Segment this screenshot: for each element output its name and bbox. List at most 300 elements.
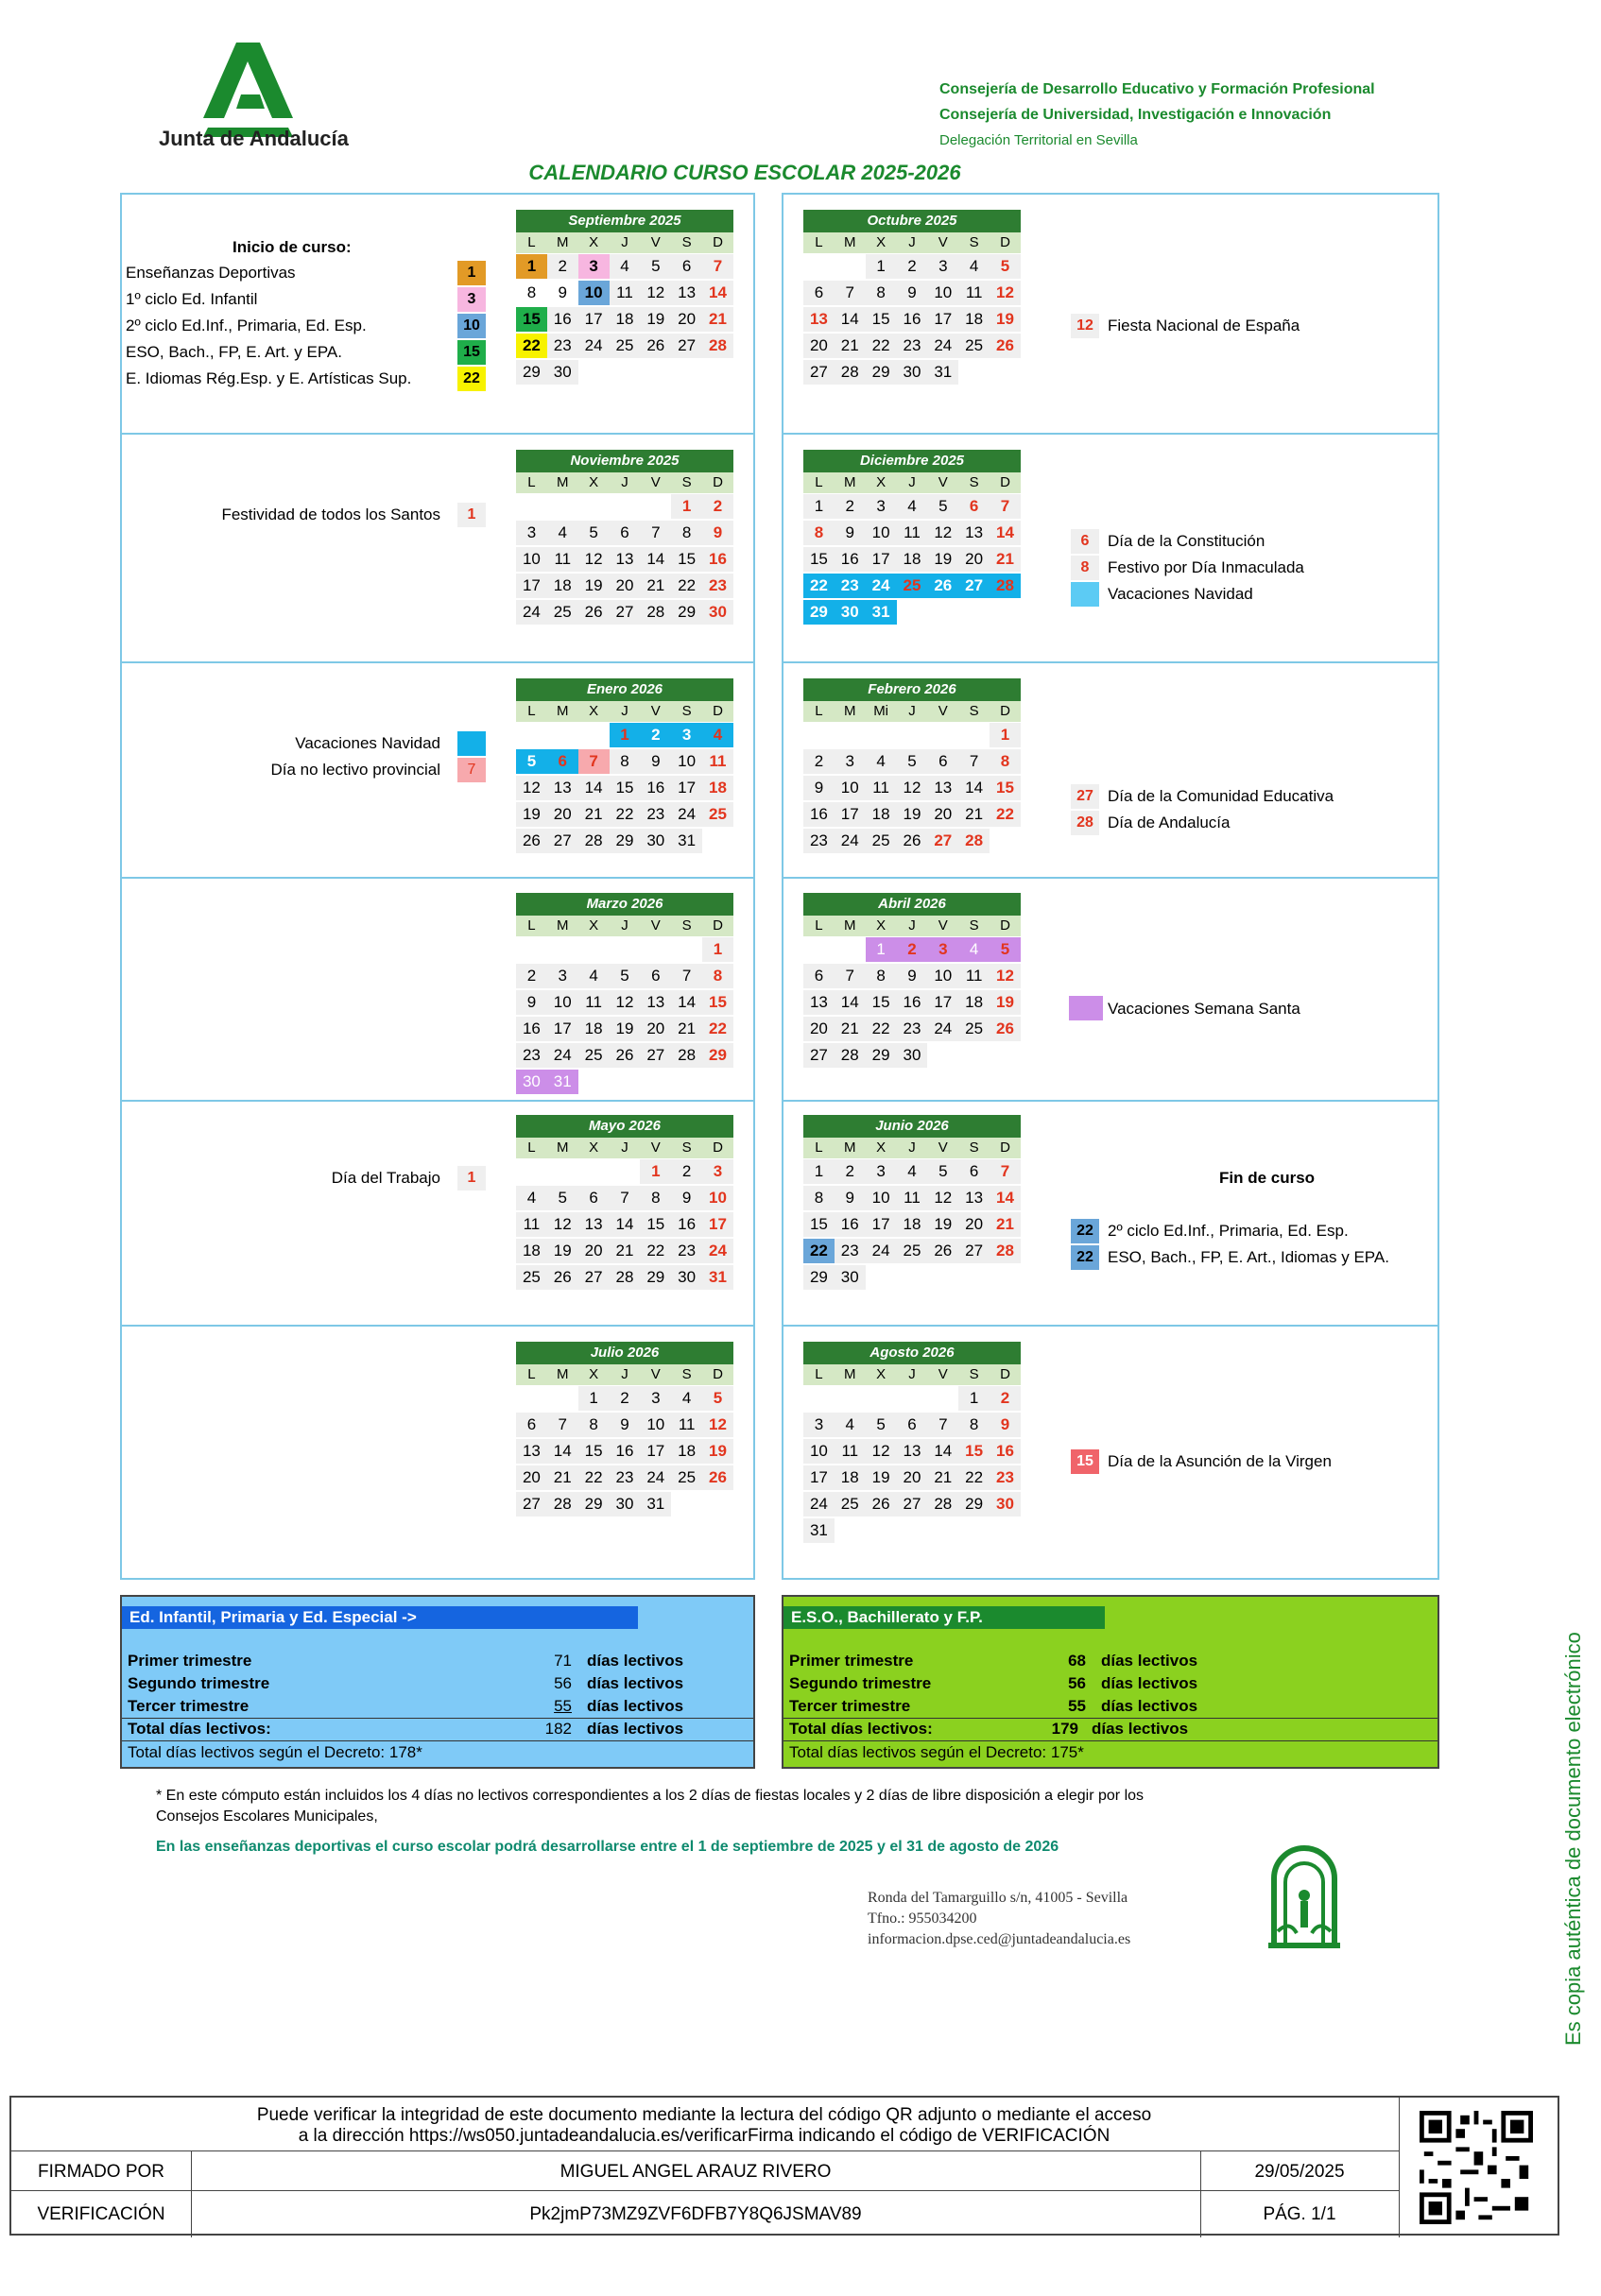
day-cell: 29 bbox=[702, 1043, 733, 1068]
weekday-label: M bbox=[557, 1366, 569, 1382]
day-cell: 20 bbox=[516, 1465, 547, 1490]
day-cell bbox=[516, 1386, 547, 1411]
week-row bbox=[516, 1465, 733, 1491]
day-cell: 30 bbox=[897, 360, 928, 385]
day-cell: 17 bbox=[835, 802, 866, 827]
day-cell: 27 bbox=[958, 574, 990, 598]
day-cell: 17 bbox=[578, 307, 610, 332]
weekday-label: J bbox=[621, 1366, 628, 1382]
week-row bbox=[803, 1491, 1021, 1517]
summary-row-label: Segundo trimestre bbox=[789, 1674, 932, 1692]
day-cell bbox=[803, 937, 835, 962]
month-calendar bbox=[803, 210, 1021, 386]
day-cell: 7 bbox=[547, 1413, 578, 1437]
week-row bbox=[803, 936, 1021, 963]
easter-swatch bbox=[1069, 996, 1103, 1020]
day-cell: 16 bbox=[803, 802, 835, 827]
day-cell: 13 bbox=[803, 990, 835, 1015]
weekday-label: L bbox=[815, 917, 823, 934]
weekday-header bbox=[516, 1138, 733, 1158]
org-name: Junta de Andalucía bbox=[159, 127, 349, 150]
day-cell: 24 bbox=[835, 829, 866, 853]
week-row bbox=[803, 253, 1021, 280]
day-cell: 28 bbox=[547, 1492, 578, 1516]
day-cell: 8 bbox=[578, 1413, 610, 1437]
day-cell bbox=[990, 1518, 1021, 1543]
day-cell: 4 bbox=[516, 1186, 547, 1210]
day-cell: 8 bbox=[610, 749, 641, 774]
day-cell: 31 bbox=[803, 1518, 835, 1543]
day-cell: 4 bbox=[897, 1159, 928, 1184]
day-cell: 18 bbox=[958, 307, 990, 332]
weekday-label: D bbox=[713, 474, 723, 490]
week-row bbox=[803, 828, 1021, 854]
day-cell: 9 bbox=[897, 281, 928, 305]
day-cell: 29 bbox=[610, 829, 641, 853]
week-row bbox=[516, 963, 733, 989]
weekday-label: D bbox=[1000, 1366, 1010, 1382]
day-cell: 5 bbox=[990, 937, 1021, 962]
month-calendar bbox=[516, 678, 733, 854]
weekday-label: D bbox=[713, 917, 723, 934]
holiday-swatch: 15 bbox=[1071, 1449, 1099, 1474]
weekday-label: V bbox=[938, 234, 948, 250]
week-row bbox=[516, 1211, 733, 1238]
summary-row-label: Primer trimestre bbox=[128, 1652, 252, 1670]
day-cell: 9 bbox=[897, 964, 928, 988]
day-cell: 2 bbox=[803, 749, 835, 774]
day-cell: 17 bbox=[671, 776, 702, 800]
day-cell: 10 bbox=[640, 1413, 671, 1437]
day-cell: 24 bbox=[702, 1239, 733, 1263]
day-cell: 21 bbox=[610, 1239, 641, 1263]
day-cell: 11 bbox=[897, 1186, 928, 1210]
day-cell bbox=[516, 937, 547, 962]
day-cell: 22 bbox=[702, 1017, 733, 1041]
day-cell: 24 bbox=[640, 1465, 671, 1490]
day-cell: 1 bbox=[803, 1159, 835, 1184]
day-cell: 12 bbox=[897, 776, 928, 800]
day-cell: 19 bbox=[927, 547, 958, 572]
day-cell: 29 bbox=[671, 600, 702, 625]
day-cell bbox=[897, 1265, 928, 1290]
day-cell: 25 bbox=[958, 1017, 990, 1041]
day-cell: 5 bbox=[927, 494, 958, 519]
holiday-label: Fiesta Nacional de España bbox=[1108, 317, 1300, 334]
day-cell: 13 bbox=[671, 281, 702, 305]
day-cell: 21 bbox=[990, 547, 1021, 572]
day-cell bbox=[547, 723, 578, 747]
day-cell: 10 bbox=[671, 749, 702, 774]
sign-date: 29/05/2025 bbox=[1254, 2162, 1345, 2182]
day-cell: 4 bbox=[702, 723, 733, 747]
day-cell: 14 bbox=[702, 281, 733, 305]
weekday-header bbox=[803, 1138, 1021, 1158]
month-calendar bbox=[803, 893, 1021, 1069]
week-row bbox=[803, 1438, 1021, 1465]
week-row bbox=[516, 1185, 733, 1211]
weekday-label: L bbox=[527, 1366, 536, 1382]
day-cell: 30 bbox=[835, 1265, 866, 1290]
day-cell: 7 bbox=[671, 964, 702, 988]
day-cell: 5 bbox=[866, 1413, 897, 1437]
summary-left-header: Ed. Infantil, Primaria y Ed. Especial -> bbox=[122, 1606, 638, 1629]
day-cell: 14 bbox=[835, 307, 866, 332]
holiday-label: Vacaciones Navidad bbox=[1108, 585, 1253, 603]
weekday-label: S bbox=[969, 234, 979, 250]
week-row bbox=[516, 1264, 733, 1291]
day-cell: 21 bbox=[835, 1017, 866, 1041]
day-cell: 14 bbox=[990, 1186, 1021, 1210]
summary-total-value: 179 bbox=[1051, 1720, 1078, 1738]
day-cell: 10 bbox=[516, 547, 547, 572]
verify-text: a la dirección https://ws050.juntadeandalucia.es/verificarFirma indicando el código de VERIFICACIÓN bbox=[298, 2126, 1110, 2146]
day-cell: 12 bbox=[547, 1212, 578, 1237]
day-cell: 16 bbox=[897, 990, 928, 1015]
day-cell bbox=[927, 1265, 958, 1290]
end-label: ESO, Bach., FP, E. Art., Idiomas y EPA. bbox=[1108, 1248, 1389, 1266]
day-cell: 9 bbox=[610, 1413, 641, 1437]
weekday-header bbox=[516, 472, 733, 493]
day-cell: 26 bbox=[640, 334, 671, 358]
day-cell bbox=[835, 1386, 866, 1411]
start-item-label: E. Idiomas Rég.Esp. y E. Artísticas Sup. bbox=[126, 369, 412, 387]
weekday-header bbox=[516, 916, 733, 936]
day-cell bbox=[958, 723, 990, 747]
day-cell: 24 bbox=[516, 600, 547, 625]
day-cell: 9 bbox=[702, 521, 733, 545]
weekday-label: X bbox=[589, 1366, 599, 1382]
day-cell bbox=[578, 360, 610, 385]
day-cell: 14 bbox=[835, 990, 866, 1015]
weekday-label: S bbox=[681, 234, 692, 250]
summary-total-unit: días lectivos bbox=[1092, 1720, 1189, 1738]
weekday-label: D bbox=[1000, 917, 1010, 934]
day-cell: 12 bbox=[866, 1439, 897, 1464]
day-cell bbox=[897, 723, 928, 747]
day-cell: 19 bbox=[990, 307, 1021, 332]
week-row bbox=[803, 1185, 1021, 1211]
day-cell bbox=[640, 360, 671, 385]
weekday-label: M bbox=[844, 1366, 856, 1382]
month-calendar bbox=[803, 1115, 1021, 1291]
weekday-label: D bbox=[713, 703, 723, 719]
summary-right-header: E.S.O., Bachillerato y F.P. bbox=[783, 1606, 1105, 1629]
day-cell: 25 bbox=[610, 334, 641, 358]
day-cell bbox=[671, 937, 702, 962]
day-cell bbox=[866, 723, 897, 747]
summary-row-label: Segundo trimestre bbox=[128, 1674, 270, 1692]
day-cell bbox=[866, 1386, 897, 1411]
day-cell: 26 bbox=[897, 829, 928, 853]
day-cell: 5 bbox=[516, 749, 547, 774]
week-row bbox=[803, 748, 1021, 775]
day-cell: 13 bbox=[927, 776, 958, 800]
summary-row-unit: días lectivos bbox=[1101, 1674, 1198, 1692]
summary-row-label: Primer trimestre bbox=[789, 1652, 914, 1670]
weekday-label: V bbox=[938, 1139, 948, 1156]
holiday-label: Día de Andalucía bbox=[1108, 814, 1231, 831]
day-cell: 17 bbox=[640, 1439, 671, 1464]
day-cell: 31 bbox=[927, 360, 958, 385]
day-cell: 19 bbox=[610, 1017, 641, 1041]
day-cell: 7 bbox=[990, 494, 1021, 519]
day-cell: 2 bbox=[897, 254, 928, 279]
day-cell: 30 bbox=[702, 600, 733, 625]
day-cell: 13 bbox=[958, 521, 990, 545]
weekday-label: J bbox=[621, 474, 628, 490]
month-calendar bbox=[803, 678, 1021, 854]
day-cell: 6 bbox=[610, 521, 641, 545]
weekday-header bbox=[516, 1364, 733, 1385]
day-cell: 11 bbox=[516, 1212, 547, 1237]
day-cell: 6 bbox=[927, 749, 958, 774]
weekday-label: D bbox=[713, 1139, 723, 1156]
start-item-label: 2º ciclo Ed.Inf., Primaria, Ed. Esp. bbox=[126, 317, 367, 334]
day-cell: 6 bbox=[958, 494, 990, 519]
day-cell: 7 bbox=[835, 281, 866, 305]
day-cell: 3 bbox=[516, 521, 547, 545]
day-cell: 13 bbox=[610, 547, 641, 572]
day-cell: 14 bbox=[958, 776, 990, 800]
day-cell: 14 bbox=[610, 1212, 641, 1237]
start-swatch: 1 bbox=[457, 261, 486, 285]
weekday-label: J bbox=[908, 917, 916, 934]
day-cell: 22 bbox=[578, 1465, 610, 1490]
provincial-swatch: 7 bbox=[457, 758, 486, 782]
weekday-label: M bbox=[557, 474, 569, 490]
day-cell: 27 bbox=[610, 600, 641, 625]
day-cell: 2 bbox=[516, 964, 547, 988]
start-item-label: Enseñanzas Deportivas bbox=[126, 264, 296, 282]
weekday-label: L bbox=[527, 474, 536, 490]
day-cell: 15 bbox=[640, 1212, 671, 1237]
holiday-swatch: 1 bbox=[457, 1166, 486, 1191]
summary-row-value: 55 bbox=[1068, 1697, 1086, 1715]
day-cell bbox=[927, 600, 958, 625]
verify-text: Puede verificar la integridad de este documento mediante la lectura del código QR adjunto o mediante el acceso bbox=[256, 2105, 1152, 2125]
weekday-header bbox=[803, 1364, 1021, 1385]
day-cell: 10 bbox=[578, 281, 610, 305]
weekday-label: D bbox=[1000, 703, 1010, 719]
day-cell: 15 bbox=[990, 776, 1021, 800]
day-cell: 1 bbox=[671, 494, 702, 519]
weekday-label: D bbox=[713, 234, 723, 250]
day-cell: 24 bbox=[927, 334, 958, 358]
day-cell: 23 bbox=[702, 574, 733, 598]
day-cell: 3 bbox=[835, 749, 866, 774]
day-cell: 19 bbox=[866, 1465, 897, 1490]
day-cell: 5 bbox=[990, 254, 1021, 279]
day-cell: 22 bbox=[671, 574, 702, 598]
day-cell: 22 bbox=[803, 574, 835, 598]
day-cell: 1 bbox=[640, 1159, 671, 1184]
week-row bbox=[803, 989, 1021, 1016]
delegation: Delegación Territorial en Sevilla bbox=[939, 132, 1138, 148]
day-cell: 17 bbox=[803, 1465, 835, 1490]
week-row bbox=[516, 1491, 733, 1517]
day-cell bbox=[990, 600, 1021, 625]
holiday-swatch: 6 bbox=[1071, 529, 1099, 554]
address-line: Tfno.: 955034200 bbox=[868, 1910, 977, 1927]
day-cell: 12 bbox=[640, 281, 671, 305]
summary-total-label: Total días lectivos: bbox=[789, 1720, 933, 1738]
day-cell: 29 bbox=[803, 600, 835, 625]
weekday-label: J bbox=[908, 1139, 916, 1156]
day-cell: 20 bbox=[578, 1239, 610, 1263]
day-cell: 15 bbox=[671, 547, 702, 572]
day-cell bbox=[578, 937, 610, 962]
day-cell: 17 bbox=[866, 547, 897, 572]
weekday-label: X bbox=[589, 703, 599, 719]
day-cell: 7 bbox=[927, 1413, 958, 1437]
weekday-label: S bbox=[969, 703, 979, 719]
day-cell: 25 bbox=[516, 1265, 547, 1290]
day-cell bbox=[640, 1070, 671, 1094]
day-cell: 28 bbox=[610, 1265, 641, 1290]
day-cell: 26 bbox=[516, 829, 547, 853]
start-title: Inicio de curso: bbox=[232, 238, 352, 256]
day-cell bbox=[897, 1386, 928, 1411]
day-cell: 21 bbox=[547, 1465, 578, 1490]
day-cell: 3 bbox=[927, 254, 958, 279]
week-row bbox=[803, 801, 1021, 828]
day-cell bbox=[610, 494, 641, 519]
day-cell: 6 bbox=[803, 964, 835, 988]
green-note: En las enseñanzas deportivas el curso escolar podrá desarrollarse entre el 1 de septiembre de 2025 y el 31 de agosto de 2026 bbox=[156, 1839, 1059, 1855]
day-cell: 10 bbox=[866, 521, 897, 545]
day-cell: 6 bbox=[516, 1413, 547, 1437]
weekday-label: V bbox=[938, 1366, 948, 1382]
day-cell: 16 bbox=[516, 1017, 547, 1041]
weekday-label: X bbox=[876, 234, 887, 250]
week-row bbox=[516, 333, 733, 359]
day-cell: 2 bbox=[671, 1159, 702, 1184]
day-cell: 4 bbox=[547, 521, 578, 545]
day-cell: 30 bbox=[990, 1492, 1021, 1516]
weekday-label: M bbox=[844, 234, 856, 250]
day-cell: 27 bbox=[547, 829, 578, 853]
day-cell: 29 bbox=[803, 1265, 835, 1290]
weekday-label: M bbox=[557, 1139, 569, 1156]
day-cell: 28 bbox=[702, 334, 733, 358]
week-row bbox=[516, 1158, 733, 1185]
weekday-label: L bbox=[527, 1139, 536, 1156]
day-cell: 21 bbox=[958, 802, 990, 827]
weekday-label: S bbox=[681, 1139, 692, 1156]
day-cell: 30 bbox=[640, 829, 671, 853]
day-cell: 13 bbox=[547, 776, 578, 800]
qr-code-icon[interactable] bbox=[1420, 2111, 1533, 2224]
day-cell: 1 bbox=[958, 1386, 990, 1411]
day-cell: 15 bbox=[803, 547, 835, 572]
day-cell: 1 bbox=[702, 937, 733, 962]
day-cell: 28 bbox=[578, 829, 610, 853]
weekday-label: X bbox=[876, 1366, 887, 1382]
month-title: Noviembre 2025 bbox=[516, 450, 733, 472]
day-cell: 24 bbox=[547, 1043, 578, 1068]
week-row bbox=[516, 253, 733, 280]
day-cell: 22 bbox=[866, 1017, 897, 1041]
summary-row-value: 71 bbox=[554, 1652, 572, 1670]
day-cell bbox=[516, 494, 547, 519]
weekday-label: X bbox=[589, 1139, 599, 1156]
day-cell: 20 bbox=[547, 802, 578, 827]
day-cell: 8 bbox=[803, 1186, 835, 1210]
week-row bbox=[803, 1211, 1021, 1238]
day-cell: 20 bbox=[897, 1465, 928, 1490]
day-cell: 25 bbox=[547, 600, 578, 625]
day-cell: 26 bbox=[927, 1239, 958, 1263]
weekday-label: V bbox=[938, 917, 948, 934]
day-cell bbox=[578, 494, 610, 519]
weekday-label: M bbox=[844, 474, 856, 490]
weekday-label: D bbox=[1000, 474, 1010, 490]
month-calendar bbox=[516, 450, 733, 625]
day-cell: 3 bbox=[927, 937, 958, 962]
week-row bbox=[803, 546, 1021, 573]
day-cell bbox=[958, 1518, 990, 1543]
week-row bbox=[803, 1412, 1021, 1438]
day-cell: 16 bbox=[835, 547, 866, 572]
day-cell: 10 bbox=[927, 281, 958, 305]
day-cell: 18 bbox=[897, 547, 928, 572]
week-row bbox=[516, 1042, 733, 1069]
day-cell: 5 bbox=[702, 1386, 733, 1411]
weekday-header bbox=[803, 472, 1021, 493]
day-cell: 6 bbox=[640, 964, 671, 988]
day-cell: 2 bbox=[610, 1386, 641, 1411]
day-cell: 5 bbox=[578, 521, 610, 545]
day-cell: 28 bbox=[990, 1239, 1021, 1263]
signature-table bbox=[9, 2096, 1559, 2236]
holiday-swatch: 1 bbox=[457, 503, 486, 527]
day-cell: 25 bbox=[897, 1239, 928, 1263]
day-cell: 1 bbox=[990, 723, 1021, 747]
day-cell: 26 bbox=[990, 1017, 1021, 1041]
week-row bbox=[516, 1438, 733, 1465]
day-cell: 28 bbox=[990, 574, 1021, 598]
day-cell: 1 bbox=[866, 254, 897, 279]
week-row bbox=[803, 520, 1021, 546]
day-cell: 1 bbox=[803, 494, 835, 519]
weekday-label: V bbox=[938, 474, 948, 490]
month-calendar bbox=[803, 1342, 1021, 1544]
day-cell: 14 bbox=[671, 990, 702, 1015]
week-row bbox=[803, 1238, 1021, 1264]
day-cell: 31 bbox=[547, 1070, 578, 1094]
day-cell: 22 bbox=[516, 334, 547, 358]
week-row bbox=[803, 722, 1021, 748]
weekday-label: S bbox=[681, 1366, 692, 1382]
day-cell: 12 bbox=[610, 990, 641, 1015]
day-cell: 3 bbox=[640, 1386, 671, 1411]
summary-decree: Total días lectivos según el Decreto: 178* bbox=[128, 1743, 422, 1761]
day-cell: 23 bbox=[803, 829, 835, 853]
holiday-label: Día de la Asunción de la Virgen bbox=[1108, 1452, 1332, 1470]
page-number: PÁG. 1/1 bbox=[1263, 2204, 1336, 2224]
day-cell: 23 bbox=[610, 1465, 641, 1490]
weekday-label: J bbox=[908, 234, 916, 250]
weekday-label: V bbox=[650, 1139, 661, 1156]
day-cell: 23 bbox=[547, 334, 578, 358]
day-cell: 8 bbox=[640, 1186, 671, 1210]
day-cell: 22 bbox=[610, 802, 641, 827]
summary-total-value: 182 bbox=[544, 1720, 572, 1738]
summary-decree: Total días lectivos según el Decreto: 175* bbox=[789, 1743, 1084, 1761]
week-row bbox=[516, 1238, 733, 1264]
weekday-label: M bbox=[844, 1139, 856, 1156]
